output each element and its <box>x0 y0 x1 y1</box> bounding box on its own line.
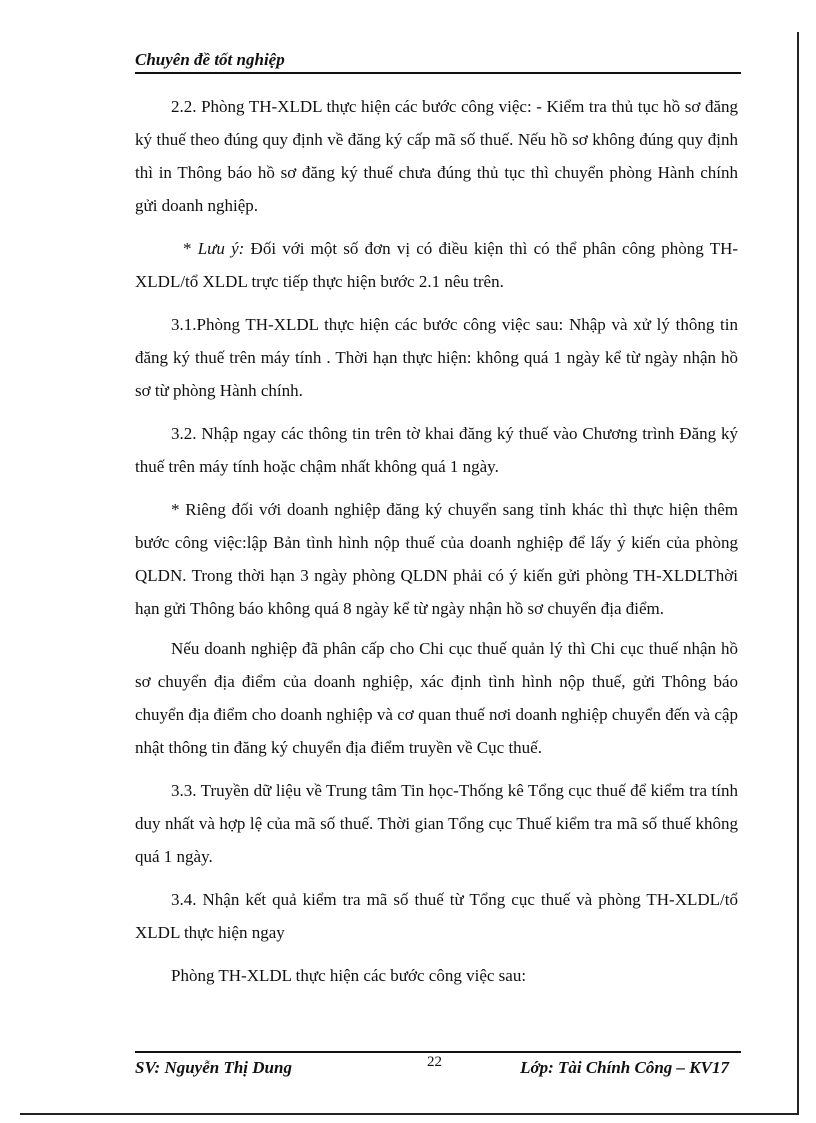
paragraph-3-1: 3.1.Phòng TH-XLDL thực hiện các bước công việc sau: Nhập và xử lý thông tin đăng ký thuế trên máy tính . Thời hạn thực hiện: không quá 1 ngày kể từ ngày nhận hồ sơ từ phòng Hành chính. <box>135 315 738 400</box>
paragraph-3-3: 3.3. Truyền dữ liệu về Trung tâm Tin học-Thống kê Tổng cục thuế để kiểm tra tính duy nhất và hợp lệ của mã số thuế. Thời gian Tổng cục Thuế kiểm tra mã số thuế không quá 1 ngày. <box>135 781 738 866</box>
page-border-bottom <box>20 1113 799 1115</box>
paragraph-special-case: * Riêng đối với doanh nghiệp đăng ký chuyển sang tỉnh khác thì thực hiện thêm bước công việc:lập Bản tình hình nộp thuế của doanh nghiệp để lấy ý kiến của phòng QLDN. Trong thời hạn 3 ngày phòng QLDN phải có ý kiến gửi phòng TH-XLDLThời hạn gửi Thông báo không quá 8 ngày kể từ ngày nhận hồ sơ chuyển địa điểm. <box>135 500 738 618</box>
footer-class: Lớp: Tài Chính Công – KV17 <box>520 1058 729 1077</box>
header-title: Chuyên đề tốt nghiệp <box>135 50 285 69</box>
page-number: 22 <box>427 1054 442 1070</box>
paragraph-3-4: 3.4. Nhận kết quả kiểm tra mã số thuế từ Tổng cục thuế và phòng TH-XLDL/tổ XLDL thực hiện ngay <box>135 890 738 942</box>
paragraph-3-2: 3.2. Nhập ngay các thông tin trên tờ khai đăng ký thuế vào Chương trình Đăng ký thuế trên máy tính hoặc chậm nhất không quá 1 ngày. <box>135 424 738 476</box>
page-border-right <box>797 32 799 1115</box>
note-label: Lưu ý: <box>197 239 245 258</box>
note-prefix: * <box>183 239 198 258</box>
paragraph-2-2: 2.2. Phòng TH-XLDL thực hiện các bước công việc: - Kiểm tra thủ tục hồ sơ đăng ký thuế theo đúng quy định về đăng ký cấp mã số thuế. Nếu hồ sơ không đúng quy định thì in Thông báo hồ sơ đăng ký thuế chưa đúng thủ tục thì chuyển phòng Hành chính gửi doanh nghiệp. <box>135 97 738 215</box>
note-paragraph <box>135 232 738 298</box>
paragraph-steps: Phòng TH-XLDL thực hiện các bước công việc sau: <box>171 966 527 985</box>
note-text: Đối với một số đơn vị có điều kiện thì có thể phân công phòng TH-XLDL/tổ XLDL trực tiếp thực hiện bước 2.1 nêu trên. <box>135 239 739 291</box>
paragraph-branch: Nếu doanh nghiệp đã phân cấp cho Chi cục thuế quản lý thì Chi cục thuế nhận hồ sơ chuyển địa điểm của doanh nghiệp, xác định tình hình nộp thuế, gửi Thông báo chuyển địa điểm cho doanh nghiệp và cơ quan thuế nơi doanh nghiệp chuyển đến và cập nhật thông tin đăng ký chuyển địa điểm truyền về Cục thuế. <box>135 639 738 757</box>
footer-student: SV: Nguyễn Thị Dung <box>135 1058 292 1077</box>
page-header <box>135 46 741 74</box>
page-footer <box>135 1051 741 1083</box>
document-body <box>135 90 738 1002</box>
